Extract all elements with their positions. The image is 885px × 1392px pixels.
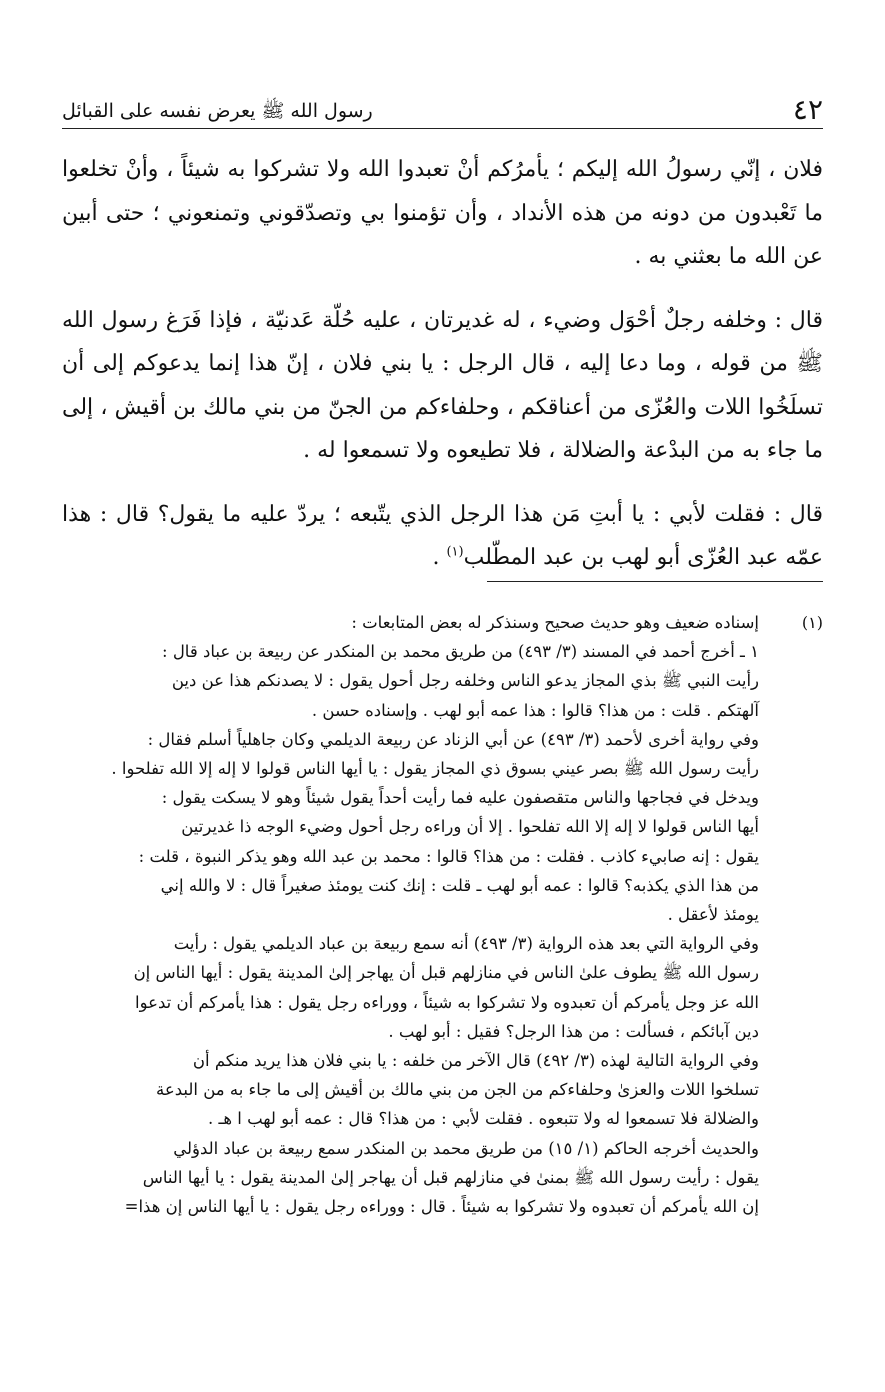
footnote-marker: (١): [801, 613, 823, 632]
footnote-line: تسلخوا اللات والعزىٰ وحلفاءكم من الجن من بني مالك بن أقيش إلى ما جاء به من البدعة: [156, 1080, 759, 1100]
footnote-line: وفي الرواية التالية لهذه (٣/ ٤٩٢) قال الآخر من خلفه : يا بني فلان هذا يريد منكم أن: [192, 1051, 759, 1071]
footnote-line: من هذا الذي يكذبه؟ قالوا : عمه أبو لهب ـ قلت : إنك كنت يومئذ صغيراً قال : لا والله إني: [160, 875, 759, 895]
footnote-line: رأيت رسول الله ﷺ بصر عيني بسوق ذي المجاز يقول : يا أيها الناس قولوا لا إله إلا الله تفلحوا .: [111, 759, 759, 779]
footnote-line: والحديث أخرجه الحاكم (١/ ١٥) من طريق محمد بن المنكدر سمع ربيعة بن عباد الدؤلي: [173, 1138, 759, 1158]
footnote-line: آلهتكم . قلت : من هذا؟ قالوا : هذا عمه أبو لهب . وإسناده حسن .: [311, 700, 759, 720]
footnote-line: ١ ـ أخرج أحمد في المسند (٣/ ٤٩٣) من طريق محمد بن المنكدر عن ربيعة بن عباد قال :: [162, 642, 759, 662]
running-title: رسول الله ﷺ يعرض نفسه على القبائل: [62, 100, 373, 122]
footnote-line: يقول : إنه صابيء كاذب . فقلت : من هذا؟ قالوا : محمد بن عبد الله وهو يذكر النبوة ، قلت :: [138, 846, 759, 866]
footnote-line: وفي رواية أخرى لأحمد (٣/ ٤٩٣) عن أبي الزناد عن ربيعة الديلمي وكان جاهلياً أسلم فقال :: [147, 729, 759, 749]
footnote-line: رأيت النبي ﷺ بذي المجاز يدعو الناس وخلفه رجل أحول يقول : لا يصدنكم هذا عن دين: [171, 671, 759, 691]
main-text: [62, 148, 823, 600]
footnote-line: إن الله يأمركم أن تعبدوه ولا تشركوا به شيئاً . قال : ووراءه رجل يقول : يا أيها الناس إن هذا=: [124, 1197, 759, 1217]
footnote-line: ويدخل في فجاجها والناس متقصفون عليه فما رأيت أحداً يقول شيئاً وهو لا يسكت يقول :: [161, 788, 759, 808]
paragraph-end: .: [432, 545, 447, 570]
paragraph: فلان ، إنّي رسولُ الله إليكم ؛ يأمرُكم أنْ تعبدوا الله ولا تشركوا به شيئاً ، وأنْ تخلعوا ما تَعْبدون من دونه من هذه الأنداد ، وأن تؤمنوا بي وتصدّقوني وتمنعوني ؛ حتى أبين عن الله ما بعثني به .: [62, 157, 823, 269]
footnote-separator: [487, 581, 823, 582]
footnote-body: [62, 608, 759, 1221]
footnote-line: إسناده ضعيف وهو حديث صحيح وسنذكر له بعض المتابعات :: [351, 613, 759, 632]
footnote-reference: (١): [446, 544, 464, 560]
footnote: [62, 608, 823, 1221]
page-number: ٤٢: [792, 93, 823, 126]
paragraph: قال : وخلفه رجلٌ أحْوَل وضيء ، له غديرتان ، عليه حُلّة عَدنيّة ، فإذا فَرَغ رسول الله ﷺ من قوله ، وما دعا إليه ، قال الرجل : يا بني فلان ، إنّ هذا إنما يدعوكم إلى أن تسلَخُوا اللات والعُزّى من أعناقكم ، وحلفاءكم من الجنّ من بني مالك بن أقيش ، إلى ما جاء به من البدْعة والضلالة ، فلا تطيعوه ولا تسمعوا له .: [62, 307, 823, 463]
footnotes: [62, 608, 823, 1221]
footnote-line: يومئذ لأعقل .: [667, 905, 759, 925]
footnote-line: وفي الرواية التي بعد هذه الرواية (٣/ ٤٩٣) أنه سمع ربيعة بن عباد الديلمي يقول : رأيت: [173, 934, 759, 954]
footnote-line: رسول الله ﷺ يطوف علىٰ الناس في منازلهم قبل أن يهاجر إلىٰ المدينة يقول : أيها الناس إن: [133, 963, 759, 983]
footnote-line: يقول : رأيت رسول الله ﷺ بمنىٰ في منازلهم قبل أن يهاجر إلىٰ المدينة يقول : يا أيها الناس: [142, 1167, 759, 1187]
footnote-line: والضلالة فلا تسمعوا له ولا تتبعوه . فقلت لأبي : من هذا؟ قال : عمه أبو لهب ا هـ .: [208, 1109, 759, 1129]
footnote-line: الله عز وجل يأمركم أن تعبدوه ولا تشركوا به شيئاً ، ووراءه رجل يقول : هذا يأمركم أن تدعوا: [135, 992, 759, 1012]
running-header: [62, 92, 823, 129]
paragraph-text: قال : فقلت لأبي : يا أبتِ مَن هذا الرجل الذي يتّبعه ؛ يردّ عليه ما يقول؟ قال : هذا عمّه عبد العُزّى أبو لهب بن عبد المطّلب: [62, 501, 823, 570]
footnote-line: دين آبائكم ، فسألت : من هذا الرجل؟ فقيل : أبو لهب .: [388, 1021, 759, 1041]
footnote-line: أيها الناس قولوا لا إله إلا الله تفلحوا . إلا أن وراءه رجل أحول وضيء الوجه ذا غديرتين: [181, 817, 759, 837]
paragraph: [62, 493, 823, 580]
